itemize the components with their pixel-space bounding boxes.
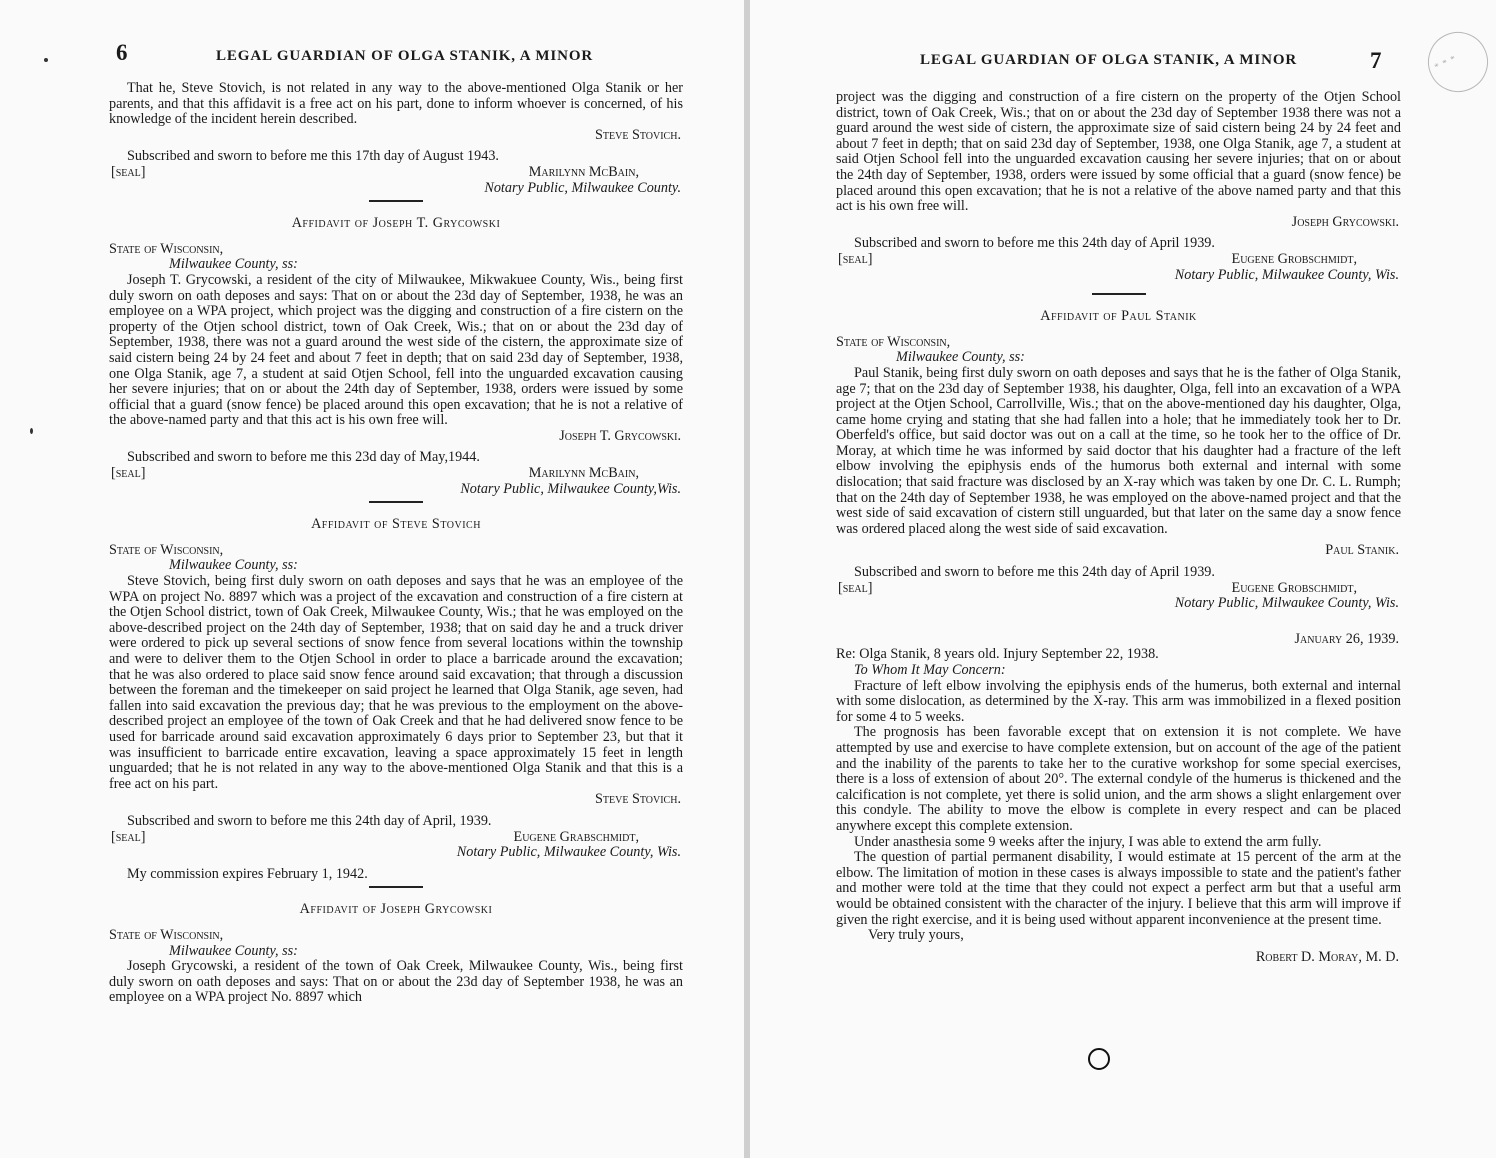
letter-paragraph: The prognosis has been favorable except that on extension it is not complete. We have attempted by use and exercise to have complete extension, but on account of the age of the patient and the inability of the parents to take her to the curative workshop for some special exercises, there is a loss of extension of about 20°. The external condyle of the humerus is thickened and the calcification is not complete, yet there is solid union, and the arm shows a slight enlargement over this condyle. The ability to move the elbow is complete in every respect and can be placed anywhere except this complete extension. [836,724,1401,834]
letter-date: January 26, 1939. [1294,630,1399,647]
affidavit-body: Joseph T. Grycowski, a resident of the city of Milwaukee, Mikwakuee County, Wis., being first duly sworn on oath deposes and says: That on or about the 23d day of September, 1938, he was an employee on a WPA project, which project was the digging and construction of a fire cistern on the property of the Otjen school district, town of Oak Creek, Wis.; that on or about the 23d day of September, 1938, there was not a guard around the west side of the cistern, the approximate size of said cistern being 24 by 24 feet and about 7 feet in depth; that on said 23d day of September, 1938, one Olga Stanik, age 7, a student at said Otjen School, fell into the unguarded excavation causing her severe injuries; that on or about the 24th day of September, 1938, orders were issued by some official that a guard (snow fence) be placed around this open excavation; that he is not a relative of the above-named party and that this act is his own free will. [109,271,683,429]
subscribed-line: Subscribed and sworn to before me this 24th day of April, 1939. [127,812,492,829]
venue-county: Milwaukee County, ss: [169,942,298,959]
page-number: 7 [1370,48,1382,73]
letter-paragraph: Fracture of left elbow involving the epiphysis ends of the humerus, both external and internal with some dislocation, as determined by the X-ray. This arm was immobilized in a flexed position for some 4 to 5 weeks. [836,677,1401,725]
notary-title: Notary Public, Milwaukee County. [484,179,681,196]
affidavit-title: Affidavit of Joseph T. Grycowski [291,215,501,232]
left-page [0,0,744,1158]
notary-title: Notary Public, Milwaukee County,Wis. [460,480,681,497]
signature: Steve Stovich. [594,791,681,808]
page-number: 6 [116,40,128,65]
scan-speck [30,428,33,434]
affidavit-body: Steve Stovich, being first duly sworn on oath deposes and says that he was an employee of the WPA on project No. 8897 which was a project of the excavation and construction of a fire cistern at the Otjen School district, town of Oak Creek, Milwaukee County, Wis.; that he was employed on the above-described project on the 24th day of September, 1938; that on said day he and a truck driver were ordered to pick up several sections of snow fence from several locations within the township and were to deliver them to the Otjen School in order to place a barricade around the excavation; that he was also ordered to place said snow fence around said excavation; that through a discussion between the foreman and the timekeeper on said project he learned that Olga Stanik, age seven, had fallen into said excavation the previous day; that he was previous to the employment on the above-described project an employee of the town of Oak Creek and that he had delivered snow fence to be used for barricade around said excavation approximately 6 days prior to September 23, but that it was insufficient to barricade entire excavation, leaving a space approximately 15 feet in length unguarded; that he is not related in any way to the above-mentioned Olga Stanik and that this is a free act on his part. [109,573,683,792]
venue-state: State of Wisconsin, [109,926,224,943]
venue-county: Milwaukee County, ss: [896,349,1025,366]
subscribed-line: Subscribed and sworn to before me this 24th day of April 1939. [854,235,1215,252]
affidavit-body: Joseph Grycowski, a resident of the town of Oak Creek, Milwaukee County, Wis., being first duly sworn on oath deposes and says: That on or about the 23d day of September 1938, he was an employee on a WPA project No. 8897 which [109,958,683,1006]
section-divider [369,200,423,202]
notary-name: Eugene Grabschmidt, [513,828,639,845]
seal-mark: [seal] [111,828,146,845]
left-text-column [109,81,683,1006]
letter-signature: Robert D. Moray, M. D. [1255,948,1399,965]
notary-title: Notary Public, Milwaukee County, Wis. [456,844,681,861]
venue-county: Milwaukee County, ss: [169,256,298,273]
affidavit-title: Affidavit of Paul Stanik [1040,308,1197,325]
letter-salutation: To Whom It May Concern: [854,662,1006,678]
notary-name: Eugene Grobschmidt, [1231,579,1357,596]
venue-county: Milwaukee County, ss: [169,557,298,574]
venue-state: State of Wisconsin, [836,333,951,350]
subscribed-line: Subscribed and sworn to before me this 17th day of August 1943. [127,148,499,165]
notary-name: Marilynn McBain, [528,465,639,482]
notary-title: Notary Public, Milwaukee County, Wis. [1174,595,1399,612]
commission-expiry: My commission expires February 1, 1942. [127,865,368,882]
letter-paragraph: The question of partial permanent disability, I would estimate at 15 percent of the arm at the elbow. The limitation of motion in these cases is always impossible to state and the patient's father and mother were told at the time that they could not expect a perfect arm but that a useful arm would be obtained consistent with the character of the injury. I believe that this arm will improve if given the right exercise, and it is being used without apparent inconvenience at the present time. [836,849,1401,928]
running-header: LEGAL GUARDIAN OF OLGA STANIK, A MINOR [920,52,1298,68]
letter-closing: Very truly yours, [868,927,964,944]
affidavit-body-continued: project was the digging and construction of a fire cistern on the property of the Otjen School district, town of Oak Creek, Wis.; that on or about the 23d day of September 1938 there was not a guard around the west side of cistern, the approximate size of said cistern being 24 by 24 feet and about 7 feet in depth; that on said 23d day of September, 1938, one Olga Stanik, age 7, a student at said Otjen School fell into the unguarded excavation causing her severe injuries; that on or about the 24th day of September, 1938, orders were issued by some official that a guard (snow fence) be placed around this open excavation; that he is not a relative of the above named party and that this act is his own free will. [836,89,1401,215]
ring-mark-icon [1088,1048,1110,1070]
section-divider [1092,293,1146,295]
affidavit-title: Affidavit of Joseph Grycowski [299,901,493,918]
venue-state: State of Wisconsin, [109,541,224,558]
signature: Paul Stanik. [1325,542,1399,559]
seal-mark: [seal] [111,163,146,180]
running-header: LEGAL GUARDIAN OF OLGA STANIK, A MINOR [216,48,594,64]
notary-title: Notary Public, Milwaukee County, Wis. [1174,266,1399,283]
seal-mark: [seal] [838,250,873,267]
subscribed-line: Subscribed and sworn to before me this 24th day of April 1939. [854,564,1215,581]
notary-name: Marilynn McBain, [528,163,639,180]
affidavit-title: Affidavit of Steve Stovich [311,516,481,533]
seal-mark: [seal] [111,465,146,482]
signature: Joseph T. Grycowski. [559,427,681,444]
section-divider [369,501,423,503]
signature: Joseph Grycowski. [1291,213,1399,230]
seal-mark: [seal] [838,579,873,596]
venue-state: State of Wisconsin, [109,240,224,257]
letter-paragraph: Under anasthesia some 9 weeks after the injury, I was able to extend the arm fully. [854,833,1322,850]
right-page [750,0,1496,1158]
notary-name: Eugene Grobschmidt, [1231,250,1357,267]
subscribed-line: Subscribed and sworn to before me this 23d day of May,1944. [127,449,480,466]
library-stamp-icon: * * * [1418,22,1496,102]
opening-paragraph: That he, Steve Stovich, is not related in any way to the above-mentioned Olga Stanik or her parents, and that this affidavit is a free act on his part, done to inform whoever is concerned, of his knowledge of the incident herein described. [109,80,683,128]
scan-speck [44,58,48,62]
section-divider [369,886,423,888]
signature: Steve Stovich. [594,126,681,143]
right-text-column [836,90,1401,965]
affidavit-body: Paul Stanik, being first duly sworn on oath deposes and says that he is the father of Olga Stanik, age 7; that on the 23d day of September 1938, his daughter, Olga, fell into an excavation of a WPA project at the Otjen School, Carrollville, Wis.; that on the above-mentioned day his daughter, Olga, came home crying and stating that she had fallen into a hole; that he immediately took her to Dr. Oberfeld's office, but said doctor was out on a call at the time, so he took her to the office of Dr. Moray, at which time he was informed by said doctor that his daughter had a fracture of the left elbow involving the epiphysis ends of the humorus both external and internal with some dislocation; that said fracture was disclosed by an X-ray which was taken by one Dr. C. L. Rumph; that on the 24th day of September 1938, he was employed on the above-named project and that the west side of said excavation of cistern still unguarded, but that later on the same day a snow fence was ordered placed along the west side of said excavation. [836,364,1401,537]
letter-re-line: Re: Olga Stanik, 8 years old. Injury September 22, 1938. [836,646,1159,663]
